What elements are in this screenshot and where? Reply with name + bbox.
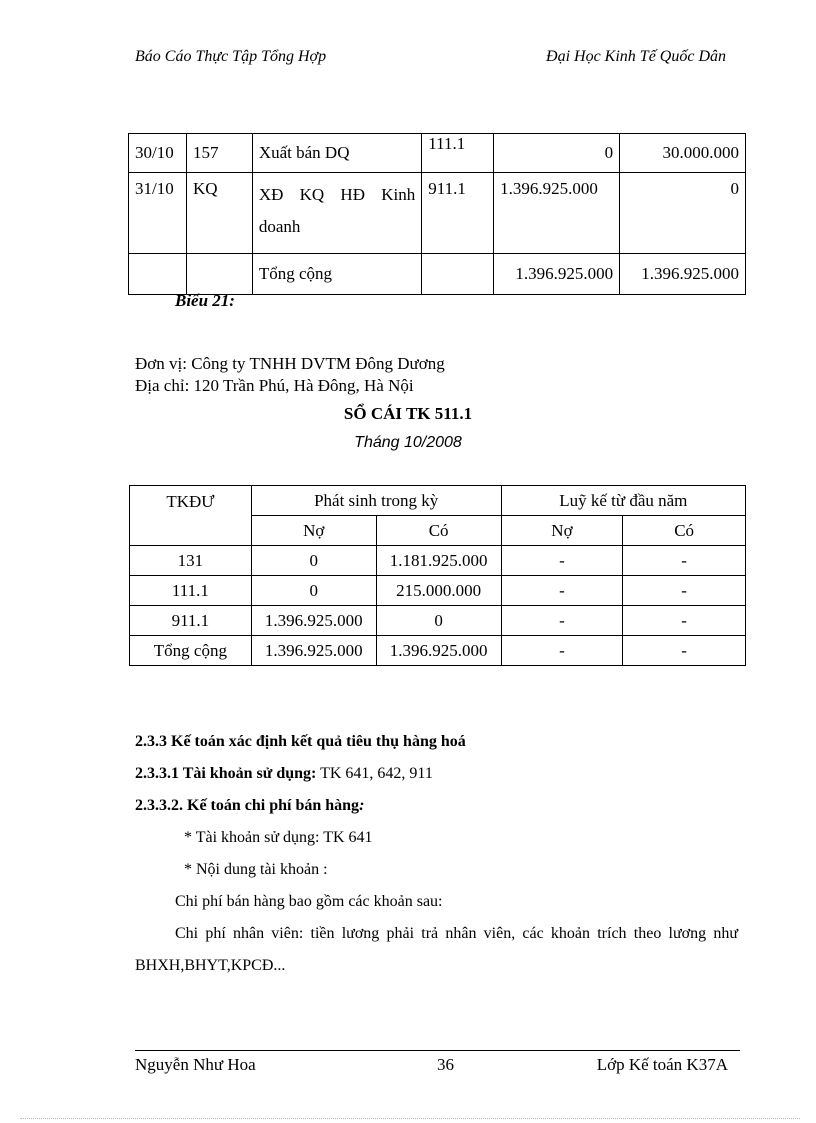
cell-lk-no: - bbox=[501, 606, 623, 636]
cell-lk-co: - bbox=[623, 606, 746, 636]
ledger-header-row bbox=[130, 486, 746, 516]
cell-date: 31/10 bbox=[129, 173, 187, 254]
subsection-label: 2.3.3.1 Tài khoản sử dụng: bbox=[135, 765, 317, 782]
body-line: Chi phí bán hàng bao gồm các khoản sau: bbox=[175, 893, 443, 910]
cell-code: KQ bbox=[186, 173, 252, 254]
subsection-accounts bbox=[135, 765, 433, 783]
bullet-account: * Tài khoản sử dụng: TK 641 bbox=[184, 829, 373, 846]
cell-lk-no: - bbox=[501, 576, 623, 606]
cell-credit: 0 bbox=[620, 173, 746, 254]
cell-debit: 0 bbox=[494, 134, 620, 173]
subsection-colon: : bbox=[359, 797, 365, 814]
cell-tkdu: 111.1 bbox=[130, 576, 252, 606]
cell-desc: XĐ KQ HĐ Kinh doanh bbox=[252, 173, 421, 254]
cell-date bbox=[129, 254, 187, 295]
cell-lk-co: - bbox=[623, 546, 746, 576]
footer-page-number: 36 bbox=[437, 1055, 454, 1074]
header-right: Đại Học Kinh Tế Quốc Dân bbox=[546, 48, 726, 65]
body-paragraph: Chi phí nhân viên: tiền lương phải trả nhân viên, các khoản trích theo lương như BHXH,BHYT,KPCĐ... bbox=[135, 925, 738, 974]
cell-tkdu: 911.1 bbox=[130, 606, 252, 636]
cell-code bbox=[186, 254, 252, 295]
journal-table bbox=[128, 133, 746, 295]
cell-tkdu: 131 bbox=[130, 546, 252, 576]
cell-account: 111.1 bbox=[422, 134, 494, 173]
cell-lk-co: - bbox=[623, 636, 746, 666]
col-period: Phát sinh trong kỳ bbox=[251, 486, 501, 516]
org-unit: Đơn vị: Công ty TNHH DVTM Đông Dương bbox=[135, 354, 445, 373]
table-row bbox=[129, 134, 746, 173]
subsection-value: TK 641, 642, 911 bbox=[316, 765, 433, 782]
ledger-title: SỔ CÁI TK 511.1 bbox=[343, 404, 473, 423]
cell-credit: 30.000.000 bbox=[620, 134, 746, 173]
cell-no: 1.396.925.000 bbox=[251, 636, 376, 666]
cell-co: 1.396.925.000 bbox=[376, 636, 501, 666]
footer-class: Lớp Kế toán K37A bbox=[596, 1055, 728, 1074]
cell-account bbox=[422, 254, 494, 295]
ledger-subtitle: Tháng 10/2008 bbox=[354, 434, 462, 451]
cell-no: 0 bbox=[251, 546, 376, 576]
cell-credit: 1.396.925.000 bbox=[620, 254, 746, 295]
cell-no: 1.396.925.000 bbox=[251, 606, 376, 636]
cell-co: 215.000.000 bbox=[376, 576, 501, 606]
bullet-content: * Nội dung tài khoản : bbox=[184, 861, 328, 878]
table-row bbox=[130, 576, 746, 606]
cell-lk-no: - bbox=[501, 636, 623, 666]
cell-account: 911.1 bbox=[422, 173, 494, 254]
cell-code: 157 bbox=[186, 134, 252, 173]
cell-desc: Xuất bán DQ bbox=[252, 134, 421, 173]
col-cumulative-co: Có bbox=[623, 516, 746, 546]
cell-lk-no: - bbox=[501, 546, 623, 576]
cell-debit: 1.396.925.000 bbox=[494, 173, 620, 254]
cell-no: 0 bbox=[251, 576, 376, 606]
header-left: Báo Cáo Thực Tập Tổng Hợp bbox=[135, 48, 327, 65]
cell-debit: 1.396.925.000 bbox=[494, 254, 620, 295]
table-row bbox=[130, 546, 746, 576]
table-row bbox=[129, 173, 746, 254]
table-row bbox=[129, 254, 746, 295]
footer-author: Nguyễn Như Hoa bbox=[135, 1055, 256, 1074]
cell-desc: Tổng cộng bbox=[252, 254, 421, 295]
col-cumulative-no: Nợ bbox=[501, 516, 623, 546]
cell-date: 30/10 bbox=[129, 134, 187, 173]
table-row bbox=[130, 606, 746, 636]
subsection-selling-costs bbox=[135, 797, 364, 815]
cell-lk-co: - bbox=[623, 576, 746, 606]
page-edge bbox=[20, 1118, 800, 1119]
org-address: Địa chỉ: 120 Trần Phú, Hà Đông, Hà Nội bbox=[135, 376, 414, 395]
col-tkdu: TKĐƯ bbox=[130, 486, 252, 546]
footer-divider bbox=[135, 1050, 740, 1051]
col-period-no: Nợ bbox=[251, 516, 376, 546]
col-cumulative: Luỹ kế từ đầu năm bbox=[501, 486, 745, 516]
col-period-co: Có bbox=[376, 516, 501, 546]
cell-co: 0 bbox=[376, 606, 501, 636]
ledger-table bbox=[129, 485, 746, 666]
cell-co: 1.181.925.000 bbox=[376, 546, 501, 576]
caption: Biểu 21: bbox=[175, 291, 235, 310]
section-heading: 2.3.3 Kế toán xác định kết quả tiêu thụ hàng hoá bbox=[135, 733, 466, 750]
table-row bbox=[130, 636, 746, 666]
subsection-label: 2.3.3.2. Kế toán chi phí bán hàng bbox=[135, 797, 360, 814]
cell-tkdu: Tổng cộng bbox=[130, 636, 252, 666]
